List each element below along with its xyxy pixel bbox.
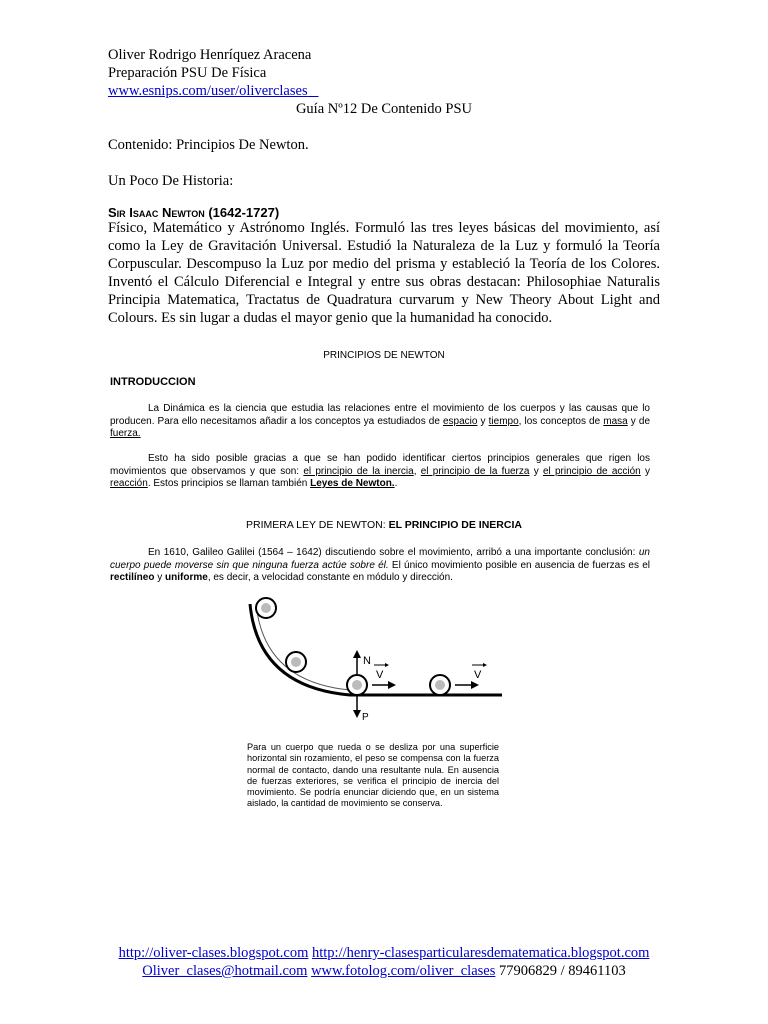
content-line: Contenido: Principios De Newton. [108, 137, 309, 153]
footer-line-1 [108, 944, 660, 962]
fotolog-link[interactable]: www.fotolog.com/oliver_clases [311, 963, 496, 979]
intro-heading: INTRODUCCION [110, 376, 196, 388]
phone-numbers: 77906829 / 89461103 [495, 963, 626, 979]
bio-text: Físico, Matemático y Astrónomo Inglés. Formuló las tres leyes básicas del movimiento, así como la Ley de Gravitación Universal. Estudió la Naturaleza de la Luz y formuló la Teoría Corpuscular. Descompuso la Luz por medio del prisma y estableció la Teoría de los Colores. Inventó el Cálculo Diferencial e Integral y entre sus obras destacan: Philosophiae Naturalis Principia Matematica, Tractatus de Quadratura curvarum y New Theory About Light and Colours. Es sin lugar a dudas el mayor genio que la humanidad ha conocido. [108, 220, 660, 326]
ramp-curve [250, 604, 502, 695]
blog-link-1[interactable]: http://oliver-clases.blogspot.com [118, 945, 309, 961]
intro-paragraph-2: Esto ha sido posible gracias a que se han podido identificar ciertos principios generales que rigen los movimientos que observamos y que son: el principio de la inercia, el principio de la fuerza y el principio de acción y reacción. Estos principios se llaman también Leyes de Newton.. [110, 453, 650, 489]
label-P: P [362, 712, 369, 723]
blog-link-2[interactable]: http://henry-clasesparticularesdematematica.blogspot.com [312, 945, 650, 961]
label-V1: V [376, 669, 384, 681]
history-heading: Un Poco De Historia: [108, 173, 234, 189]
guide-title: Guía Nº12 De Contenido PSU [295, 101, 473, 117]
author-name: Oliver Rodrigo Henríquez Aracena [108, 47, 312, 63]
label-N: N [363, 655, 371, 667]
scan-title: PRINCIPIOS DE NEWTON [323, 350, 445, 361]
inertia-figure [230, 592, 510, 727]
law1-title: PRIMERA LEY DE NEWTON: EL PRINCIPIO DE INERCIA [246, 519, 522, 531]
intro-paragraph-1: La Dinámica es la ciencia que estudia las relaciones entre el movimiento de los cuerpos y las causas que lo producen. Para ello necesitamos añadir a los conceptos ya estudiados de espacio y tiempo, los conceptos de masa y de fuerza. [110, 403, 651, 439]
figure-caption: Para un cuerpo que rueda o se desliza por una superficie horizontal sin rozamiento, el peso se compensa con la fuerza normal de contacto, dando una resultante nula. En ausencia de fuerzas exteriores, se verifica el principio de inercia del movimiento. Se podría enunciar diciendo que, en un sistema aislado, la cantidad de movimiento se conserva. [247, 742, 499, 809]
bio-name: Sir Isaac Newton (1642-1727) [108, 205, 280, 220]
law1-paragraph: En 1610, Galileo Galilei (1564 – 1642) discutiendo sobre el movimiento, arribó a una importante conclusión: un cuerpo puede moverse sin que ninguna fuerza actúe sobre él. El único movimiento posible en ausencia de fuerzas es el rectilíneo y uniforme, es decir, a velocidad constante en módulo y dirección. [110, 547, 651, 583]
subtitle: Preparación PSU De Física [108, 65, 267, 81]
esnips-link[interactable]: www.esnips.com/user/oliverclases [108, 83, 308, 99]
footer-line-2 [108, 962, 660, 980]
label-V2: V [474, 669, 482, 681]
email-link[interactable]: Oliver_clases@hotmail.com [142, 963, 308, 979]
